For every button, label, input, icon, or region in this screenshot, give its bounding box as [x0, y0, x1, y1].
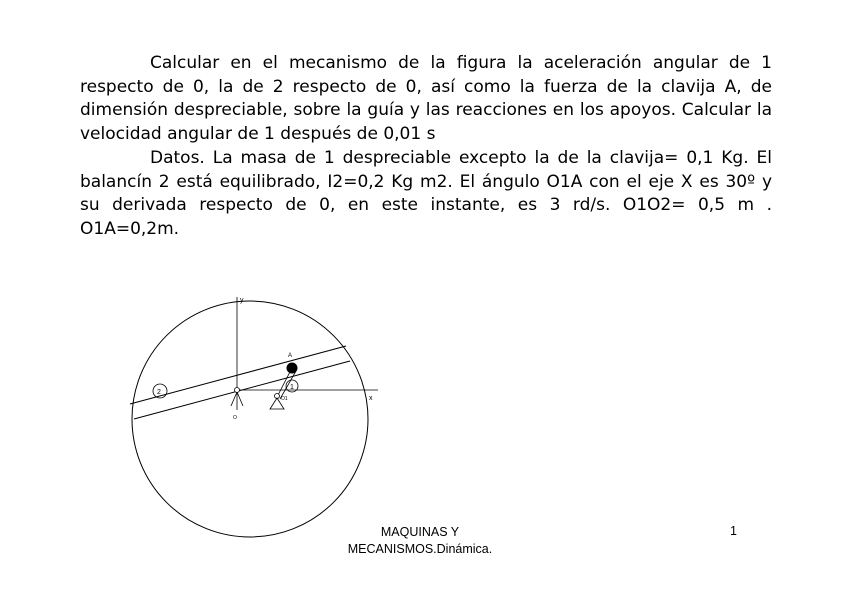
label-y-axis: y — [240, 297, 244, 304]
pivot-o2 — [235, 388, 240, 393]
label-body2: 2 — [157, 389, 161, 396]
footer-title-line2: MECANISMOS.Dinámica. — [347, 542, 493, 556]
mechanism-figure — [120, 282, 390, 540]
label-body1: 1 — [290, 384, 294, 391]
problem-data-text: Datos. La masa de 1 despreciable excepto la de la clavija= 0,1 Kg. El balancín 2 está equilibrado, I2=0,2 Kg m2. El ángulo O1A con el eje X es 30º y su derivada respecto de 0, en este instante, es 3 rd/s. O1O2= 0,5 m . O1A=0,2m. — [80, 148, 772, 239]
problem-statement-text: Calcular en el mecanismo de la figura la aceleración angular de 1 respecto de 0, la de 2 respecto de 0, así como la fuerza de la clavija A, de dimensión despreciable, sobre la guía y las reacciones en los apoyos. Calcular la velocidad angular de 1 después de 0,01 s — [80, 53, 772, 144]
page-number: 1 — [730, 524, 737, 538]
label-o1: O1 — [281, 396, 288, 402]
label-o2: O — [233, 415, 237, 421]
footer-title — [330, 524, 510, 558]
footer-title-line1: MAQUINAS Y — [380, 525, 460, 539]
problem-data — [80, 147, 772, 241]
pin-a — [287, 363, 298, 374]
balancer-circle — [132, 301, 368, 537]
label-x-axis: x — [369, 395, 373, 402]
problem-statement — [80, 52, 772, 146]
label-pin-a: A — [288, 353, 293, 359]
